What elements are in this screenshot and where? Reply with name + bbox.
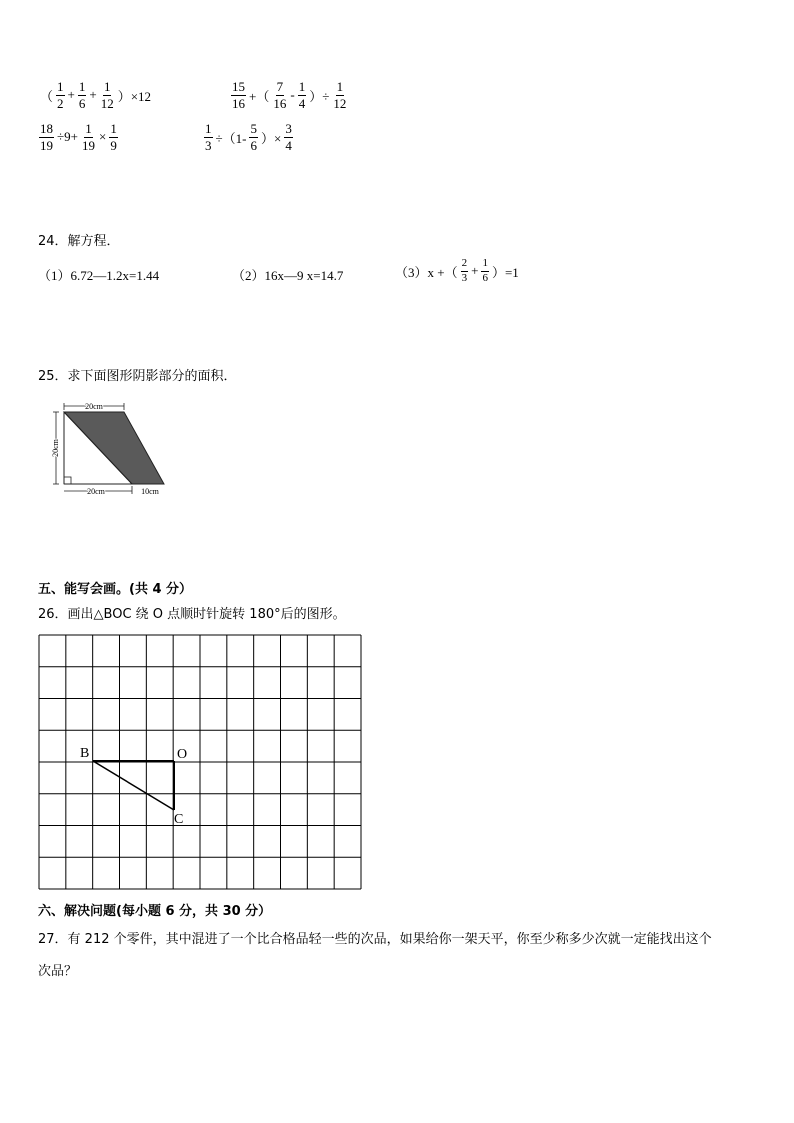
operator: + (67, 87, 75, 103)
q23-expr-1 (40, 80, 151, 110)
fraction: $\frac{1}{3}$ (205, 121, 212, 153)
fraction: $\frac{1}{9}$ (110, 121, 117, 153)
point-c-label: C (174, 812, 184, 827)
grid-lines (39, 635, 361, 889)
q25-title: 25．求下面图形阴影部分的面积． (38, 369, 237, 384)
operator: ）× (260, 130, 282, 146)
section-6-heading: 六、解决问题(每小题 6 分，共 30 分） (38, 904, 272, 919)
fraction: $\frac{2}{3}$ (461, 257, 468, 284)
label-bottom-right: 10cm (141, 487, 159, 496)
fraction: $\frac{15}{16}$ (232, 79, 245, 111)
label-bottom: 20cm (87, 487, 105, 496)
q27-line-1: 27．有 212 个零件，其中混进了一个比合格品轻一些的次品，如果给你一架天平，你至少称多少次就一定能找出这个 (38, 932, 712, 947)
shaded-region (64, 412, 164, 484)
fraction: $\frac{1}{6}$ (482, 257, 488, 284)
q24-equation-1: （1）6.72—1.2x=1.44 (38, 268, 160, 283)
paren-open: （ (40, 88, 54, 104)
section-5-heading: 五、能写会画。(共 4 分） (38, 582, 193, 597)
operator: + (89, 87, 97, 103)
operator: ÷（1- (215, 130, 247, 146)
segment-bc (93, 761, 174, 810)
point-o-label: O (177, 747, 188, 762)
q26-grid (38, 634, 362, 890)
fraction: $\frac{1}{4}$ (298, 79, 306, 111)
label-top: 20cm (85, 402, 103, 411)
fraction: $\frac{3}{4}$ (285, 121, 292, 153)
q24-equation-2: （2）16x—9 x=14.7 (232, 268, 344, 283)
label-left: 20cm (51, 439, 60, 457)
q26-title: 26．画出△BOC 绕 O 点顺时针旋转 180°后的图形。 (38, 607, 346, 622)
operator: × (98, 129, 107, 145)
operator: ÷9+ (57, 129, 78, 145)
eq3-prefix: （3）x +（ (395, 264, 458, 280)
fraction: $\frac{1}{12}$ (100, 79, 114, 111)
fraction: $\frac{1}{2}$ (57, 79, 64, 111)
operator: - (290, 87, 295, 103)
q23-expr-4 (203, 122, 294, 152)
point-b-label: B (80, 746, 90, 761)
operator: + (471, 263, 479, 279)
operator: +（ (249, 88, 270, 104)
fraction: $\frac{5}{6}$ (250, 121, 257, 153)
operator: ）÷ (309, 88, 330, 104)
fraction: $\frac{1}{19}$ (81, 121, 95, 153)
q27-line-2: 次品？ (38, 964, 78, 979)
fraction: $\frac{1}{6}$ (78, 79, 86, 111)
right-angle-mark (64, 477, 71, 484)
q23-expr-3 (38, 122, 119, 152)
q24-title: 24．解方程． (38, 234, 120, 249)
q25-figure (40, 398, 170, 496)
q24-equation-3 (395, 258, 519, 284)
fraction: $\frac{1}{12}$ (333, 79, 347, 111)
fraction: $\frac{7}{16}$ (273, 79, 287, 111)
fraction: $\frac{18}{19}$ (40, 121, 53, 153)
q23-expr-2 (230, 80, 348, 110)
eq3-suffix: ）=1 (491, 264, 519, 280)
paren-close-times: ）×12 (117, 88, 152, 104)
